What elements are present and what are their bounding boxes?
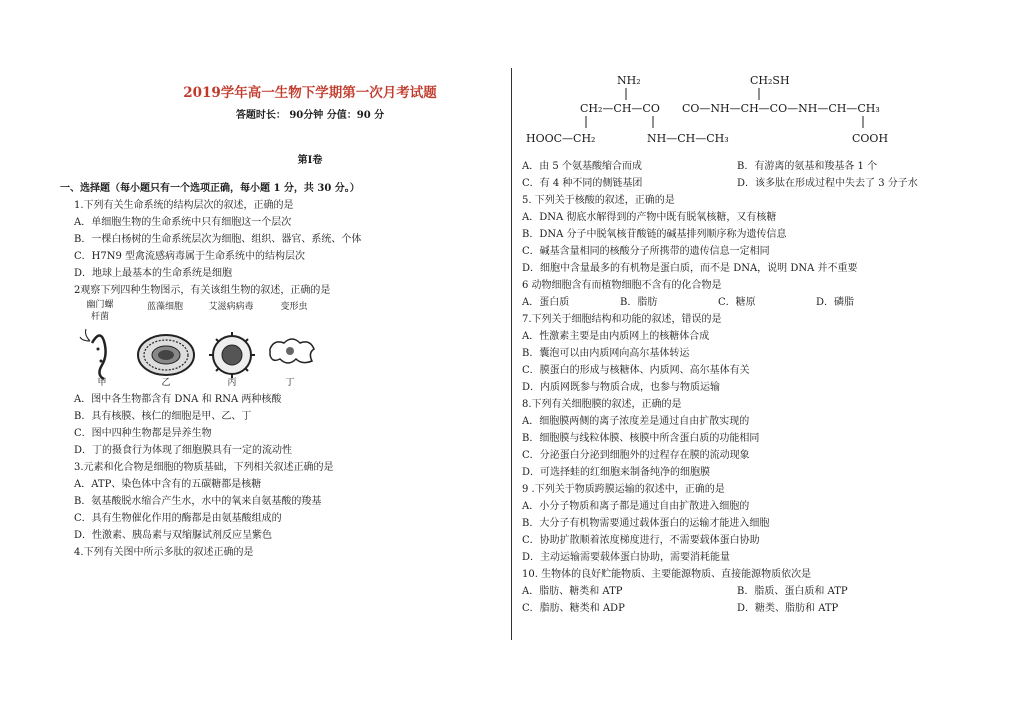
figure-label-yi-name: 蓝藻细胞 <box>146 302 183 312</box>
formula-ch2sh: CH₂SH <box>750 74 790 87</box>
question-4-option-c: C．有 4 种不同的侧链基团 <box>522 178 643 189</box>
question-4-stem: 4.下列有关图中所示多肽的叙述正确的是 <box>74 547 254 558</box>
question-8-option-a: A．细胞膜两侧的离子浓度差是通过自由扩散实现的 <box>522 416 750 427</box>
question-1-stem: 1.下列有关生命系统的结构层次的叙述，正确的是 <box>74 200 294 211</box>
question-8-option-b: B．细胞膜与线粒体膜、核膜中所含蛋白质的功能相同 <box>522 433 760 444</box>
question-1-option-b: B．一棵白杨树的生命系统层次为细胞、组织、器官、系统、个体 <box>74 234 362 245</box>
question-10-stem: 10. 生物体的良好贮能物质、主要能源物质、直接能源物质依次是 <box>522 569 812 580</box>
question-6-option-b: B．脂肪 <box>620 297 658 308</box>
question-2-stem: 2观察下列四种生物图示，有关该组生物的叙述，正确的是 <box>74 285 331 296</box>
formula-main-prefix: CH₂—CH—CO <box>580 102 660 115</box>
question-1-option-a: A．单细胞生物的生命系统中只有细胞这一个层次 <box>74 217 292 228</box>
helicobacter-drawing <box>80 329 106 379</box>
question-4-options-row2 <box>522 175 992 192</box>
question-2-option-a: A．图中各生物都含有 DNA 和 RNA 两种核酸 <box>74 394 282 405</box>
question-3-stem: 3.元素和化合物是细胞的物质基础，下列相关叙述正确的是 <box>74 462 334 473</box>
question-4-option-a: A．由 5 个氨基酸缩合而成 <box>522 161 642 172</box>
question-4-options-row1 <box>522 158 992 175</box>
question-10-option-b: B．脂质、蛋白质和 ATP <box>737 586 848 597</box>
question-3-option-b: B．氨基酸脱水缩合产生水，水中的氧来自氨基酸的羧基 <box>74 496 322 507</box>
question-4-option-b: B．有游离的氨基和羧基各 1 个 <box>737 161 878 172</box>
question-6-options <box>522 294 992 311</box>
formula-nh-ch-ch3: NH—CH—CH₃ <box>647 132 729 145</box>
cyanobacteria-drawing <box>138 335 194 375</box>
question-5-option-d: D．细胞中含量最多的有机物是蛋白质，而不是 DNA，说明 DNA 并不重要 <box>522 263 858 274</box>
question-7-option-b: B．囊泡可以由内质网向高尔基体转运 <box>522 348 690 359</box>
question-1-option-c: C．H7N9 型禽流感病毒属于生命系统中的结构层次 <box>74 251 306 262</box>
question-5-option-a: A．DNA 彻底水解得到的产物中既有脱氧核糖，又有核糖 <box>522 212 777 223</box>
question-6-option-c: C．糖原 <box>718 297 756 308</box>
question-2-option-d: D．丁的摄食行为体现了细胞膜具有一定的流动性 <box>74 445 293 456</box>
question-7-option-d: D．内质网既参与物质合成，也参与物质运输 <box>522 382 721 393</box>
right-column <box>522 62 992 617</box>
question-8-stem: 8.下列有关细胞膜的叙述，正确的是 <box>522 399 682 410</box>
question-9-option-b: B．大分子有机物需要通过载体蛋白的运输才能进入细胞 <box>522 518 770 529</box>
jia-name-line1: 幽门螺 <box>86 300 114 310</box>
question-6-stem: 6 动物细胞含有而植物细胞不含有的化合物是 <box>522 280 722 291</box>
question-4-option-d: D．该多肽在形成过程中失去了 3 分子水 <box>737 178 918 189</box>
formula-nh2: NH₂ <box>617 74 641 87</box>
jia-name-line2: 杆菌 <box>90 312 109 322</box>
question-9-option-a: A．小分子物质和离子都是通过自由扩散进入细胞的 <box>522 501 750 512</box>
volume-heading: 第Ⅰ卷 <box>297 155 323 166</box>
question-6-option-a: A．蛋白质 <box>522 297 570 308</box>
figure-label-yi: 乙 <box>161 378 171 388</box>
formula-cooh: COOH <box>852 132 889 145</box>
figure-label-ding: 丁 <box>285 378 295 388</box>
question-9-option-d: D．主动运输需要载体蛋白协助，需要消耗能量 <box>522 552 731 563</box>
question-9-option-c: C．协助扩散顺着浓度梯度进行，不需要载体蛋白协助 <box>522 535 760 546</box>
question-2-option-c: C．图中四种生物都是异养生物 <box>74 428 212 439</box>
question-3-option-a: A．ATP、染色体中含有的五碳糖都是核糖 <box>74 479 262 490</box>
question-10-options-row1 <box>522 583 992 600</box>
question-9-stem: 9 .下列关于物质跨膜运输的叙述中，正确的是 <box>522 484 725 495</box>
polypeptide-formula <box>522 62 992 158</box>
left-column <box>60 80 490 561</box>
question-10-option-c: C．脂肪、糖类和 ADP <box>522 603 625 614</box>
question-5-option-c: C．碱基含量相同的核酸分子所携带的遗传信息一定相同 <box>522 246 770 257</box>
question-5-option-b: B．DNA 分子中脱氧核苷酸链的碱基排列顺序称为遗传信息 <box>522 229 787 240</box>
question-7-option-a: A．性激素主要是由内质网上的核糖体合成 <box>522 331 710 342</box>
section-heading: 一、选择题（每小题只有一个选项正确，每小题 1 分，共 30 分。） <box>60 183 360 194</box>
figure-label-ding-name: 变形虫 <box>280 302 308 312</box>
figure-label-bing-name: 艾滋病病毒 <box>208 302 254 312</box>
question-3-option-c: C．具有生物催化作用的酶都是由氨基酸组成的 <box>74 513 282 524</box>
question-8-option-d: D．可选择蛙的红细胞来制备纯净的细胞膜 <box>522 467 711 478</box>
formula-main-chain: CO—NH—CH—CO—NH—CH—CH₃ <box>682 102 880 115</box>
question-10-option-a: A．脂肪、糖类和 ATP <box>522 586 623 597</box>
question-2-option-b: B．具有核膜、核仁的细胞是甲、乙、丁 <box>74 411 252 422</box>
exam-title: 2019学年高一生物下学期第一次月考试题 <box>183 85 437 101</box>
organisms-figure <box>74 299 490 391</box>
question-10-options-row2 <box>522 600 992 617</box>
question-1-option-d: D．地球上最基本的生命系统是细胞 <box>74 268 233 279</box>
question-10-option-d: D．糖类、脂肪和 ATP <box>737 603 839 614</box>
figure-label-jia: 甲 <box>97 378 107 388</box>
question-3-option-d: D．性激素、胰岛素与双缩脲试剂反应呈紫色 <box>74 530 273 541</box>
figure-label-bing: 丙 <box>227 378 237 388</box>
question-8-option-c: C．分泌蛋白分泌到细胞外的过程存在膜的流动现象 <box>522 450 750 461</box>
question-5-stem: 5. 下列关于核酸的叙述，正确的是 <box>522 195 675 206</box>
question-7-option-c: C．膜蛋白的形成与核糖体、内质网、高尔基体有关 <box>522 365 750 376</box>
formula-hooc: HOOC—CH₂ <box>526 132 596 145</box>
exam-meta: 答题时长： 90分钟 分值：90 分 <box>235 110 385 121</box>
question-6-option-d: D．磷脂 <box>816 297 855 308</box>
question-7-stem: 7.下列关于细胞结构和功能的叙述，错误的是 <box>522 314 722 325</box>
polypeptide-structure <box>522 62 992 158</box>
column-divider <box>511 68 512 640</box>
hiv-drawing <box>209 332 255 378</box>
amoeba-drawing <box>270 339 314 363</box>
